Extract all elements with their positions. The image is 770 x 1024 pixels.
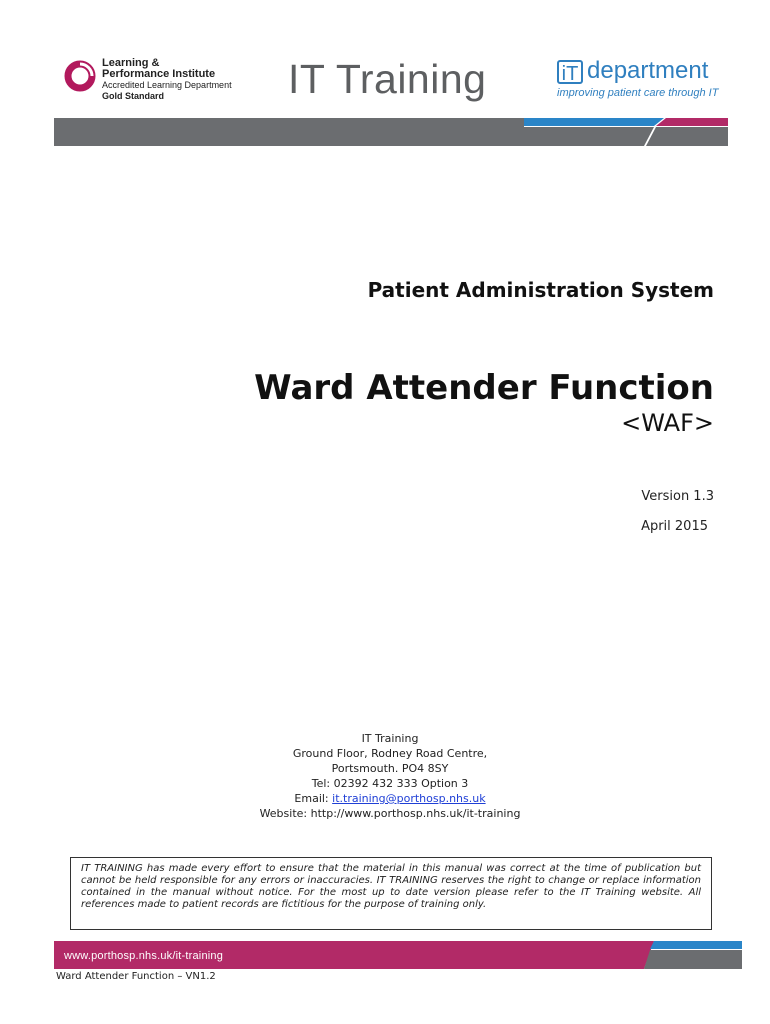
lpi-line1: Learning & [102,57,160,69]
it-department-tagline: improving patient care through IT [557,87,719,99]
contact-email-label: Email: [294,792,333,805]
footer-band-grey [644,950,742,969]
it-badge-icon: iT [557,60,583,84]
footer-text: Ward Attender Function – VN1.2 [56,971,216,982]
header-band [54,118,728,146]
system-name: Patient Administration System [367,278,714,302]
it-department-logo [557,57,727,104]
document-title: Ward Attender Function [254,368,714,408]
date-text: April 2015 [641,519,708,534]
header-band-grey-right [646,127,728,146]
contact-block [190,731,590,821]
lpi-line4: Gold Standard [102,91,165,101]
header-band-grey-lower [524,127,654,146]
contact-address2: Portsmouth. PO4 8SY [331,762,449,775]
lpi-ring-icon [64,60,96,92]
contact-website: Website: http://www.porthosp.nhs.uk/it-training [259,807,521,820]
footer-band-blue [650,941,742,949]
header-band-grey [54,118,524,146]
version-text: Version 1.3 [641,489,714,504]
contact-email-link[interactable]: it.training@porthosp.nhs.uk [332,792,486,805]
lpi-logo [64,58,239,108]
header-title: IT Training [288,56,487,102]
contact-tel: Tel: 02392 432 333 Option 3 [311,777,469,790]
footer-url: www.porthosp.nhs.uk/it-training [64,950,224,962]
header-band-magenta [656,118,728,126]
header-band-blue [524,118,664,126]
contact-address1: Ground Floor, Rodney Road Centre, [292,747,488,760]
lpi-line2: Performance Institute [102,68,216,80]
lpi-line3: Accredited Learning Department [102,80,232,90]
contact-email-line [190,791,590,806]
disclaimer-box: IT TRAINING has made every effort to ensure that the material in this manual was correct at the time of publication but cannot be held responsible for any errors or inaccuracies. IT TRAINING reserves the right to change or replace information contained in the manual without notice. For the most up to date version please refer to the IT Training website. All references made to patient records are fictitious for the purpose of training only. [70,857,712,930]
contact-org: IT Training [361,732,419,745]
lpi-logo-text [102,58,232,102]
document-subtitle: <WAF> [621,409,714,437]
it-department-word: department [587,57,709,84]
